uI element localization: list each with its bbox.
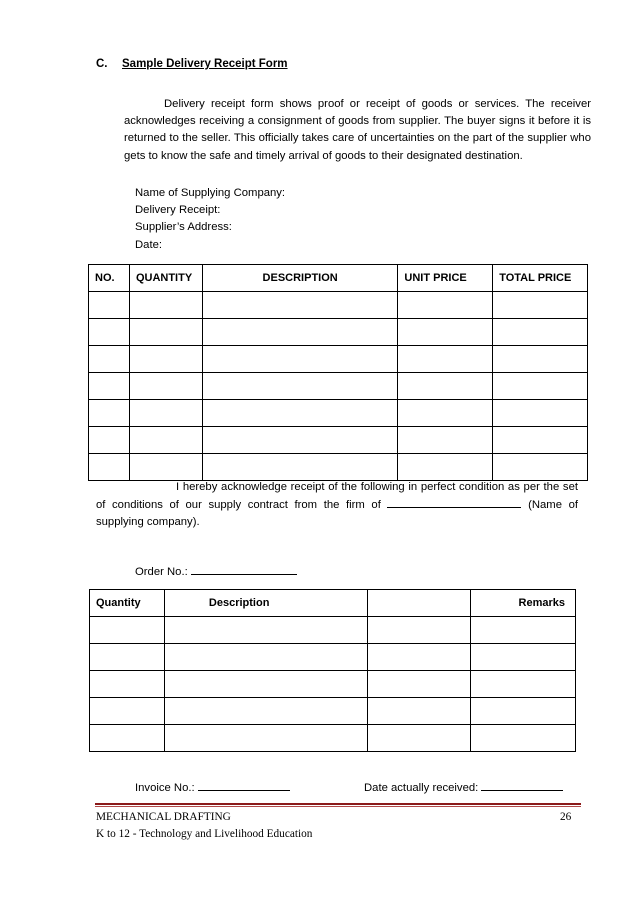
table-cell[interactable] — [398, 319, 493, 346]
table-cell[interactable] — [493, 454, 588, 481]
table-row — [89, 400, 588, 427]
section-letter: C. — [96, 58, 108, 70]
table-cell[interactable] — [164, 644, 367, 671]
table-cell[interactable] — [89, 346, 130, 373]
table-row — [89, 292, 588, 319]
header-blank — [367, 590, 471, 617]
table-row — [90, 644, 576, 671]
header-quantity: Quantity — [90, 590, 165, 617]
header-fields — [135, 185, 285, 254]
table-cell[interactable] — [164, 617, 367, 644]
header-quantity: QUANTITY — [129, 265, 202, 292]
order-number-line — [135, 563, 297, 578]
table-cell[interactable] — [90, 671, 165, 698]
table-cell[interactable] — [164, 671, 367, 698]
section-title: Sample Delivery Receipt Form — [122, 58, 288, 70]
table-cell[interactable] — [493, 427, 588, 454]
remarks-table — [89, 589, 576, 752]
table-row — [90, 698, 576, 725]
table-cell[interactable] — [129, 319, 202, 346]
header-no: NO. — [89, 265, 130, 292]
invoice-number-line — [135, 779, 290, 794]
remarks-table-body — [90, 617, 576, 752]
table-row — [89, 454, 588, 481]
header-unit-price: UNIT PRICE — [398, 265, 493, 292]
table-cell[interactable] — [129, 373, 202, 400]
table-cell[interactable] — [89, 454, 130, 481]
intro-text: Delivery receipt form shows proof or receipt of goods or services. The receiver acknowledges receiving a consignment of goods from supplier. The buyer signs it before it is returned to the seller. This officially takes care of uncertainties on the part of the supplier who gets to know the safe and timely arrival of goods to their designated destination. — [124, 98, 591, 162]
table-cell[interactable] — [398, 400, 493, 427]
table-cell[interactable] — [129, 427, 202, 454]
table-cell[interactable] — [202, 346, 398, 373]
table-cell[interactable] — [202, 373, 398, 400]
table-cell[interactable] — [90, 698, 165, 725]
table-cell[interactable] — [129, 400, 202, 427]
acknowledgement-paragraph — [96, 479, 578, 532]
section-heading — [96, 58, 288, 70]
table-cell[interactable] — [471, 671, 576, 698]
table-cell[interactable] — [367, 617, 471, 644]
table-cell[interactable] — [129, 346, 202, 373]
table-cell[interactable] — [493, 292, 588, 319]
table-cell[interactable] — [367, 644, 471, 671]
order-label: Order No.: — [135, 566, 188, 578]
table-cell[interactable] — [493, 400, 588, 427]
field-supplying-company: Name of Supplying Company: — [135, 187, 286, 199]
table-cell[interactable] — [90, 617, 165, 644]
table-cell[interactable] — [471, 698, 576, 725]
items-table-body — [89, 292, 588, 481]
table-row — [89, 319, 588, 346]
table-row — [90, 725, 576, 752]
table-cell[interactable] — [471, 644, 576, 671]
table-cell[interactable] — [398, 346, 493, 373]
date-received-label: Date actually received: — [364, 782, 479, 794]
table-row — [89, 346, 588, 373]
table-cell[interactable] — [471, 617, 576, 644]
field-supplier-address: Supplier’s Address: — [135, 221, 232, 234]
table-cell[interactable] — [164, 698, 367, 725]
acknowledgement-text-1: I hereby acknowledge receipt of the following in perfect condition as per the set of conditions of our supply contract from the firm of — [96, 481, 578, 512]
table-cell[interactable] — [367, 725, 471, 752]
table-cell[interactable] — [471, 725, 576, 752]
table-cell[interactable] — [89, 319, 130, 346]
table-row — [89, 373, 588, 400]
table-row — [90, 671, 576, 698]
header-total-price: TOTAL PRICE — [493, 265, 588, 292]
table-cell[interactable] — [202, 400, 398, 427]
table-cell[interactable] — [89, 400, 130, 427]
invoice-number-blank[interactable] — [198, 779, 290, 791]
invoice-label: Invoice No.: — [135, 782, 195, 794]
page-number: 26 — [560, 811, 572, 823]
field-date: Date: — [135, 238, 163, 251]
table-cell[interactable] — [90, 644, 165, 671]
table-cell[interactable] — [202, 319, 398, 346]
date-received-blank[interactable] — [481, 779, 563, 791]
footer-rule — [95, 803, 581, 805]
table-cell[interactable] — [90, 725, 165, 752]
table-cell[interactable] — [164, 725, 367, 752]
table-cell[interactable] — [367, 671, 471, 698]
table-cell[interactable] — [202, 292, 398, 319]
header-description: DESCRIPTION — [202, 265, 398, 292]
table-cell[interactable] — [367, 698, 471, 725]
table-cell[interactable] — [398, 373, 493, 400]
table-row — [89, 427, 588, 454]
order-number-blank[interactable] — [191, 563, 297, 575]
table-cell[interactable] — [129, 454, 202, 481]
table-cell[interactable] — [493, 319, 588, 346]
table-cell[interactable] — [398, 292, 493, 319]
items-table — [88, 264, 588, 481]
footer-program: K to 12 - Technology and Livelihood Education — [96, 828, 313, 840]
footer-course: MECHANICAL DRAFTING — [96, 811, 231, 823]
header-description: Description — [164, 590, 367, 617]
table-cell[interactable] — [89, 427, 130, 454]
date-received-line — [364, 779, 563, 794]
table-cell[interactable] — [202, 454, 398, 481]
footer-rule-thin — [95, 806, 581, 807]
table-cell[interactable] — [493, 346, 588, 373]
field-delivery-receipt: Delivery Receipt: — [135, 204, 221, 217]
remarks-table-header — [90, 590, 576, 617]
items-table-header — [89, 265, 588, 292]
table-cell[interactable] — [129, 292, 202, 319]
table-cell[interactable] — [89, 292, 130, 319]
acknowledgement-text-2: (Name of supplying company). — [96, 499, 578, 529]
table-row — [90, 617, 576, 644]
table-cell[interactable] — [89, 373, 130, 400]
intro-paragraph — [124, 96, 591, 165]
table-cell[interactable] — [202, 427, 398, 454]
table-cell[interactable] — [493, 373, 588, 400]
table-cell[interactable] — [398, 454, 493, 481]
header-remarks: Remarks — [471, 590, 576, 617]
supplier-name-blank[interactable] — [387, 496, 521, 508]
table-cell[interactable] — [398, 427, 493, 454]
